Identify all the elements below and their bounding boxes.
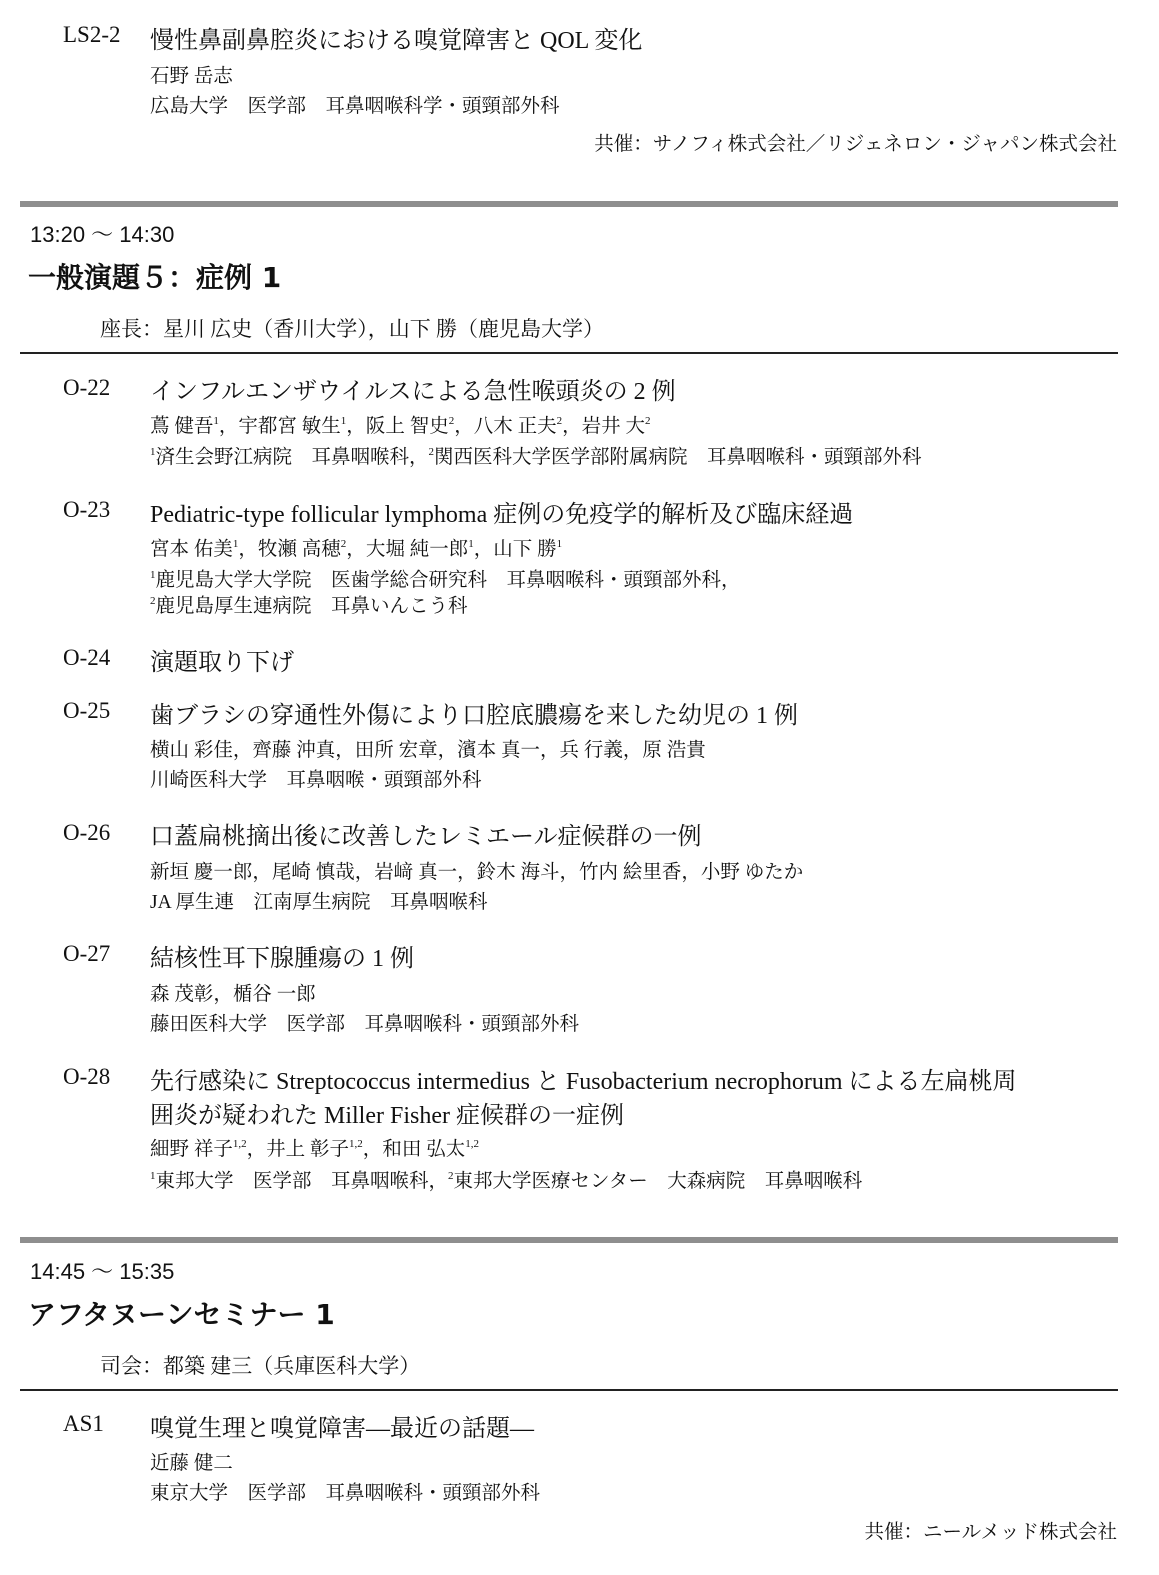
affiliation-text: 鹿児島大学大学院 医歯学総合研究科 耳鼻咽喉科・頭頸部外科， bbox=[155, 570, 741, 591]
author-line: 横山 彩佳，齊藤 沖真，田所 宏章，濱本 真一，兵 行義，原 浩貴 bbox=[150, 740, 706, 761]
separator: ， bbox=[246, 1139, 267, 1160]
abstract-title: 先行感染に Streptococcus intermedius と Fusobacterium necrophorum による左扁桃周 bbox=[150, 1069, 1017, 1095]
abstract-code: AS1 bbox=[63, 1411, 104, 1436]
session-title: アフタヌーンセミナー 1 bbox=[28, 1298, 335, 1331]
author-line bbox=[150, 1133, 479, 1161]
author-name: 牧瀬 高穂 bbox=[257, 539, 341, 560]
affiliation-marker: 1 bbox=[556, 538, 563, 550]
author-name: 蔦 健吾 bbox=[150, 416, 214, 437]
separator: ， bbox=[473, 539, 494, 560]
affiliation-line: 広島大学 医学部 耳鼻咽喉科学・頭頸部外科 bbox=[150, 96, 560, 117]
session-time: 13:20 〜 14:30 bbox=[30, 222, 175, 247]
affiliation-marker: 2 bbox=[340, 538, 347, 550]
affiliation-line: 東京大学 医学部 耳鼻咽喉科・頭頸部外科 bbox=[150, 1483, 541, 1504]
abstract-code: LS2-2 bbox=[63, 22, 121, 47]
section-rule bbox=[20, 352, 1118, 354]
abstract-code: O-27 bbox=[63, 941, 111, 966]
affiliation-text: 東邦大学 医学部 耳鼻咽喉科， bbox=[155, 1171, 449, 1192]
author-name: 岩井 大 bbox=[581, 416, 646, 437]
affiliation-text: 鹿児島厚生連病院 耳鼻いんこう科 bbox=[155, 596, 468, 617]
author-name: 井上 彰子 bbox=[266, 1139, 350, 1160]
affiliation-marker: 2 bbox=[428, 446, 435, 458]
affiliation-text: 東邦大学医療センター 大森病院 耳鼻咽喉科 bbox=[453, 1171, 863, 1192]
author-line: 森 茂彰，楯谷 一郎 bbox=[150, 984, 316, 1005]
author-line: 新垣 慶一郎，尾崎 慎哉，岩﨑 真一，鈴木 海斗，竹内 絵里香，小野 ゆたか bbox=[150, 862, 804, 883]
abstract-code: O-25 bbox=[63, 698, 111, 723]
affiliation-line: 川崎医科大学 耳鼻咽喉・頭頸部外科 bbox=[150, 770, 482, 791]
affiliation-marker: 1 bbox=[150, 446, 156, 458]
separator: ， bbox=[562, 416, 582, 437]
section-divider bbox=[20, 1237, 1118, 1243]
author-name: 大堀 純一郎 bbox=[365, 539, 469, 560]
abstract-code: O-26 bbox=[63, 820, 111, 845]
abstract-title: 結核性耳下腺腫瘍の 1 例 bbox=[150, 946, 414, 972]
affiliation-marker: 2 bbox=[556, 415, 563, 427]
affiliation-line bbox=[150, 441, 922, 469]
session-chair: 座長：星川 広史（香川大学），山下 勝（鹿児島大学） bbox=[100, 317, 604, 341]
session-time: 14:45 〜 15:35 bbox=[30, 1259, 175, 1284]
section-rule bbox=[20, 1389, 1118, 1391]
author-line bbox=[150, 410, 651, 438]
abstract-code: O-28 bbox=[63, 1064, 111, 1089]
affiliation-marker: 1,2 bbox=[465, 1138, 479, 1150]
author-line: 近藤 健二 bbox=[150, 1453, 233, 1474]
abstract-title: 嗅覚生理と嗅覚障害―最近の話題― bbox=[150, 1416, 534, 1442]
affiliation-marker: 1 bbox=[468, 538, 474, 550]
affiliation-marker: 1,2 bbox=[349, 1138, 363, 1150]
affiliation-line bbox=[150, 1165, 862, 1193]
separator: ， bbox=[362, 1139, 383, 1160]
abstract-title: 口蓋扁桃摘出後に改善したレミエール症候群の一例 bbox=[150, 824, 702, 850]
abstract-title-continued: 囲炎が疑われた Miller Fisher 症候群の一症例 bbox=[150, 1103, 624, 1129]
author-line bbox=[150, 533, 562, 561]
affiliation-text: 関西医科大学医学部附属病院 耳鼻咽喉科・頭頸部外科 bbox=[434, 447, 922, 468]
affiliation-marker: 1 bbox=[150, 569, 156, 581]
affiliation-line bbox=[150, 590, 468, 618]
session-title: 一般演題５：症例 1 bbox=[28, 261, 282, 294]
author-name: 和田 弘太 bbox=[382, 1139, 466, 1160]
separator: ， bbox=[346, 416, 366, 437]
abstract-title: 慢性鼻副鼻腔炎における嗅覚障害と QOL 変化 bbox=[150, 28, 643, 54]
affiliation-text: 済生会野江病院 耳鼻咽喉科， bbox=[155, 447, 429, 468]
abstract-code: O-23 bbox=[63, 497, 111, 522]
abstract-title: インフルエンザウイルスによる急性喉頭炎の 2 例 bbox=[150, 379, 676, 405]
author-name: 山下 勝 bbox=[493, 539, 557, 560]
abstract-title: Pediatric-type follicular lymphoma 症例の免疫学的解析及び臨床経過 bbox=[150, 502, 854, 528]
session-chair: 司会：都築 建三（兵庫医科大学） bbox=[100, 1354, 421, 1378]
affiliation-marker: 2 bbox=[448, 1170, 454, 1182]
separator: ， bbox=[238, 539, 258, 560]
author-line: 石野 岳志 bbox=[150, 66, 233, 87]
affiliation-marker: 1 bbox=[232, 538, 239, 550]
author-name: 阪上 智史 bbox=[365, 416, 449, 437]
author-name: 八木 正夫 bbox=[473, 416, 557, 437]
affiliation-marker: 1 bbox=[340, 415, 347, 427]
abstract-title: 演題取り下げ bbox=[150, 650, 294, 676]
affiliation-marker: 2 bbox=[448, 415, 455, 427]
affiliation-marker: 2 bbox=[150, 595, 156, 607]
affiliation-marker: 1,2 bbox=[232, 1138, 247, 1150]
separator: ， bbox=[218, 416, 239, 437]
abstract-code: O-24 bbox=[63, 645, 111, 670]
abstract-title: 歯ブラシの穿通性外傷により口腔底膿瘍を来した幼児の 1 例 bbox=[150, 703, 798, 729]
affiliation-line bbox=[150, 564, 741, 592]
abstract-code: O-22 bbox=[63, 375, 111, 400]
affiliation-line: 藤田医科大学 医学部 耳鼻咽喉科・頭頸部外科 bbox=[150, 1014, 580, 1035]
author-name: 細野 祥子 bbox=[150, 1139, 233, 1160]
sponsor-line: 共催：ニールメッド株式会社 bbox=[864, 1522, 1117, 1543]
affiliation-marker: 1 bbox=[213, 415, 219, 427]
separator: ， bbox=[454, 416, 474, 437]
author-name: 宮本 佑美 bbox=[150, 539, 233, 560]
section-divider bbox=[20, 201, 1118, 207]
affiliation-marker: 2 bbox=[645, 415, 651, 427]
sponsor-line: 共催：サノフィ株式会社／リジェネロン・ジャパン株式会社 bbox=[594, 134, 1117, 155]
author-name: 宇都宮 敏生 bbox=[238, 416, 341, 437]
affiliation-marker: 1 bbox=[150, 1170, 156, 1182]
affiliation-line: JA 厚生連 江南厚生病院 耳鼻咽喉科 bbox=[150, 892, 488, 913]
separator: ， bbox=[346, 539, 366, 560]
